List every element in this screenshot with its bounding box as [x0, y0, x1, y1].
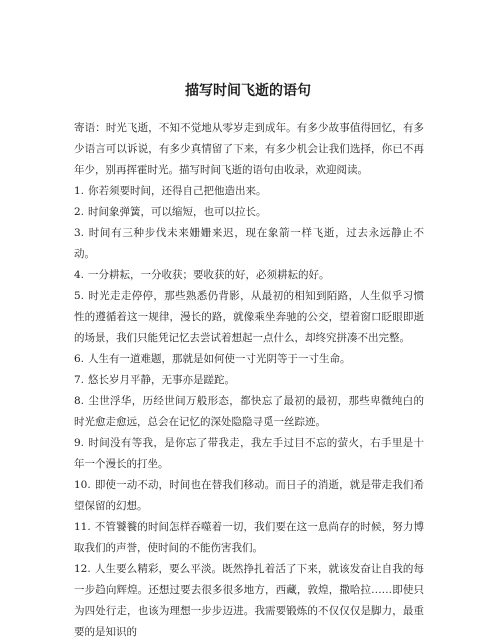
- list-item-number: 6.: [74, 353, 85, 365]
- list-item: [74, 202, 424, 223]
- list-item: [74, 181, 424, 202]
- list-item: [74, 517, 424, 559]
- list-item: [74, 286, 424, 349]
- list-item-number: 3.: [74, 227, 85, 239]
- list-item-number: 7.: [74, 374, 85, 386]
- list-item-text: 时间象弹簧，可以缩短，也可以拉长。: [88, 206, 267, 218]
- list-item-number: 8.: [74, 395, 85, 407]
- list-item: [74, 349, 424, 370]
- list-item-text: 人生有一道难题，那就是如何使一寸光阴等于一寸生命。: [88, 353, 351, 365]
- list-item-text: 尘世浮华，历经世间万般形态，都快忘了最初的最初，那些卑微纯白的时光愈走愈远，总会在记忆的深处隐隐寻觅一丝踪迹。: [74, 395, 424, 428]
- list-item-number: 4.: [74, 269, 85, 281]
- list-item-number: 9.: [74, 437, 85, 449]
- list-item: [74, 475, 424, 517]
- list-item-text: 一分耕耘，一分收获；要收获的好，必须耕耘的好。: [88, 269, 330, 281]
- list-item: [74, 559, 424, 643]
- list-item: [74, 265, 424, 286]
- list-item-text: 时间没有等我，是你忘了带我走，我左手过目不忘的萤火，右手里是十年一个漫长的打坐。: [74, 437, 424, 470]
- list-item-text: 即使一动不动，时间也在替我们移动。而日子的消逝，就是带走我们希望保留的幻想。: [74, 479, 424, 512]
- list-item-text: 不管饕餮的时间怎样吞噬着一切，我们要在这一息尚存的时候，努力博取我们的声誉，使时间的不能伤害我们。: [74, 521, 424, 554]
- list-item-number: 1.: [74, 185, 85, 197]
- list-item-number: 11.: [74, 521, 91, 533]
- list-item: [74, 391, 424, 433]
- list-item-number: 12.: [74, 563, 91, 575]
- document-title: 描写时间飞逝的语句: [185, 83, 311, 99]
- list-item-text: 时光走走停停，那些熟悉仍背影，从最初的相知到陌路，人生似乎习惯性的遵循着这一规律，漫长的路，就像乘坐奔驰的公交，望着窗口眨眼即逝的场景，我们只能凭记忆去尝试着想起一点什么，却终究拼凑不出完整。: [74, 290, 424, 344]
- list-item-number: 10.: [74, 479, 91, 491]
- list-item: [74, 370, 424, 391]
- list-item: [74, 223, 424, 265]
- list-item-number: 2.: [74, 206, 85, 218]
- list-item: [74, 433, 424, 475]
- list-item-number: 5.: [74, 290, 85, 302]
- list-item-text: 悠长岁月平静，无事亦是蹉跎。: [88, 374, 236, 386]
- document-body: [74, 118, 424, 643]
- intro-paragraph: 寄语：时光飞逝，不知不觉地从零岁走到成年。有多少故事值得回忆，有多少语言可以诉说，有多少真情留了下来，有多少机会让我们选择，你已不再年少，别再挥霍时光。描写时间飞逝的语句由收录，欢迎阅读。: [74, 122, 424, 176]
- sentence-list: [74, 181, 424, 643]
- list-item-text: 时间有三种步伐未来姗姗来迟，现在象箭一样飞逝，过去永远静止不动。: [74, 227, 424, 260]
- list-item-text: 你若须要时间，还得自己把他造出来。: [88, 185, 267, 197]
- list-item-text: 人生要么精彩，要么平淡。既然挣扎着活了下来，就该发奋让自我的每一步趋向辉煌。还想过要去很多很多地方，西藏，敦煌，撒哈拉……即使只为四处行走，也该为理想一步步迈进。我需要锻炼的不仅仅仅是脚力，最重要的是知识的: [74, 563, 424, 638]
